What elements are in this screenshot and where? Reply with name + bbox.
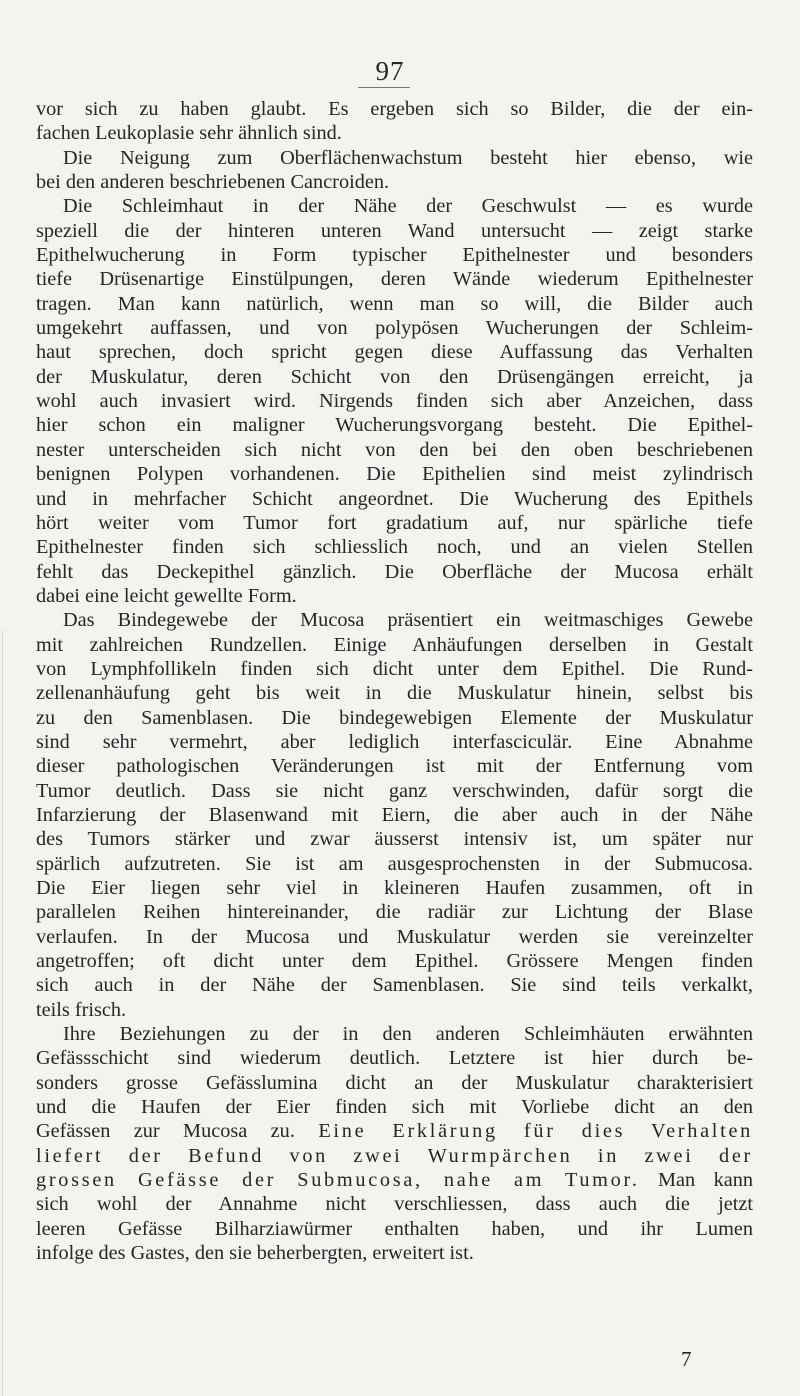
text-line-segment: Man kann [658, 1169, 753, 1192]
body-text [36, 97, 753, 1266]
text-line: dieser pathologischen Veränderungen ist mit der Entfernung vom [36, 755, 753, 778]
text-line: fehlt das Deckepithel gänzlich. Die Oberfläche der Mucosa erhält [36, 560, 753, 583]
text-line: umgekehrt auffassen, und von polypösen Wucherungen der Schleim- [36, 317, 753, 340]
text-line: Epithelwucherung in Form typischer Epithelnester und besonders [36, 244, 753, 267]
text-line: Ihre Beziehungen zu der in den anderen Schleimhäuten erwähnten [63, 1023, 753, 1046]
text-line: fachen Leukoplasie sehr ähnlich sind. [36, 122, 342, 145]
text-line: haut sprechen, doch spricht gegen diese Auffassung das Verhalten [36, 341, 753, 364]
emphasized-text: grossen Gefässe der Submucosa, nahe am Tumor. [36, 1169, 640, 1192]
text-line: mit zahlreichen Rundzellen. Einige Anhäufungen derselben in Gestalt [36, 633, 753, 656]
text-line: Epithelnester finden sich schliesslich noch, und an vielen Stellen [36, 536, 753, 559]
text-line: parallelen Reihen hintereinander, die radiär zur Lichtung der Blase [36, 901, 753, 924]
text-line: des Tumors stärker und zwar äusserst intensiv ist, um später nur [36, 828, 753, 851]
text-line: Das Bindegewebe der Mucosa präsentiert ein weitmaschiges Gewebe [63, 609, 753, 632]
text-line: verlaufen. In der Mucosa und Muskulatur werden sie vereinzelter [36, 925, 753, 948]
text-line: der Muskulatur, deren Schicht von den Drüsengängen erreicht, ja [36, 365, 753, 388]
text-line [36, 1168, 753, 1192]
page-number: 97 [375, 56, 405, 86]
text-line: bei den anderen beschriebenen Cancroiden. [36, 171, 390, 194]
text-line: angetroffen; oft dicht unter dem Epithel. Grössere Mengen finden [36, 950, 753, 973]
text-line: sich wohl der Annahme nicht verschliessen, dass auch die jetzt [36, 1193, 753, 1216]
text-line [36, 1119, 753, 1143]
text-line: sich auch in der Nähe der Samenblasen. Sie sind teils verkalkt, [36, 974, 753, 997]
text-line: sonders grosse Gefässlumina dicht an der Muskulatur charakterisiert [36, 1071, 753, 1094]
text-line: benignen Polypen vorhandenen. Die Epithelien sind meist zylindrisch [36, 463, 753, 486]
text-line: und in mehrfacher Schicht angeordnet. Die Wucherung des Epithels [36, 487, 753, 510]
text-line-segment: Gefässen zur Mucosa zu. [36, 1120, 295, 1143]
text-line: von Lymphfollikeln finden sich dicht unter dem Epithel. Die Rund- [36, 657, 753, 680]
text-line: infolge des Gastes, den sie beherbergten, erweitert ist. [36, 1242, 474, 1265]
text-line: speziell die der hinteren unteren Wand untersucht — zeigt starke [36, 219, 753, 242]
text-line: Die Schleimhaut in der Nähe der Geschwulst — es wurde [63, 195, 753, 218]
text-line: dabei eine leicht gewellte Form. [36, 584, 297, 607]
text-line: hört weiter vom Tumor fort gradatium auf, nur spärliche tiefe [36, 511, 753, 534]
text-line: vor sich zu haben glaubt. Es ergeben sich so Bilder, die der ein- [36, 98, 753, 120]
text-line: leeren Gefässe Bilharziawürmer enthalten haben, und ihr Lumen [36, 1217, 753, 1240]
text-line: sind sehr vermehrt, aber lediglich interfasciculär. Eine Abnahme [36, 730, 753, 753]
text-line: Die Eier liegen sehr viel in kleineren Haufen zusammen, oft in [36, 877, 753, 899]
text-line: Die Neigung zum Oberflächenwachstum besteht hier ebenso, wie [63, 146, 753, 169]
text-line: wohl auch invasiert wird. Nirgends finden sich aber Anzeichen, dass [36, 390, 753, 413]
text-line: Infarzierung der Blasenwand mit Eiern, die aber auch in der Nähe [36, 803, 753, 826]
text-line: zellenanhäufung geht bis weit in die Muskulatur hinein, selbst bis [36, 682, 753, 705]
text-line: zu den Samenblasen. Die bindegewebigen Elemente der Muskulatur [36, 706, 753, 729]
page-number-rule [358, 87, 410, 88]
text-line: tiefe Drüsenartige Einstülpungen, deren Wände wiederum Epithelnester [36, 268, 753, 291]
text-line: und die Haufen der Eier finden sich mit Vorliebe dicht an den [36, 1096, 753, 1119]
text-line: spärlich aufzutreten. Sie ist am ausgesprochensten in der Submucosa. [36, 852, 753, 875]
emphasized-text-line: liefert der Befund von zwei Wurmpärchen in zwei der [36, 1144, 753, 1167]
emphasized-text: Eine Erklärung für dies Verhalten [318, 1120, 753, 1143]
text-line: hier schon ein maligner Wucherungsvorgang besteht. Die Epithel- [36, 414, 753, 437]
text-line: teils frisch. [36, 998, 127, 1021]
gutter-line [2, 630, 3, 1396]
text-line: Gefässschicht sind wiederum deutlich. Letztere ist hier durch be- [36, 1047, 753, 1070]
text-line: tragen. Man kann natürlich, wenn man so will, die Bilder auch [36, 292, 753, 315]
text-line: Tumor deutlich. Dass sie nicht ganz verschwinden, dafür sorgt die [36, 779, 753, 802]
text-line: nester unterscheiden sich nicht von den bei den oben beschriebenen [36, 438, 753, 461]
signature-mark: 7 [681, 1347, 692, 1371]
